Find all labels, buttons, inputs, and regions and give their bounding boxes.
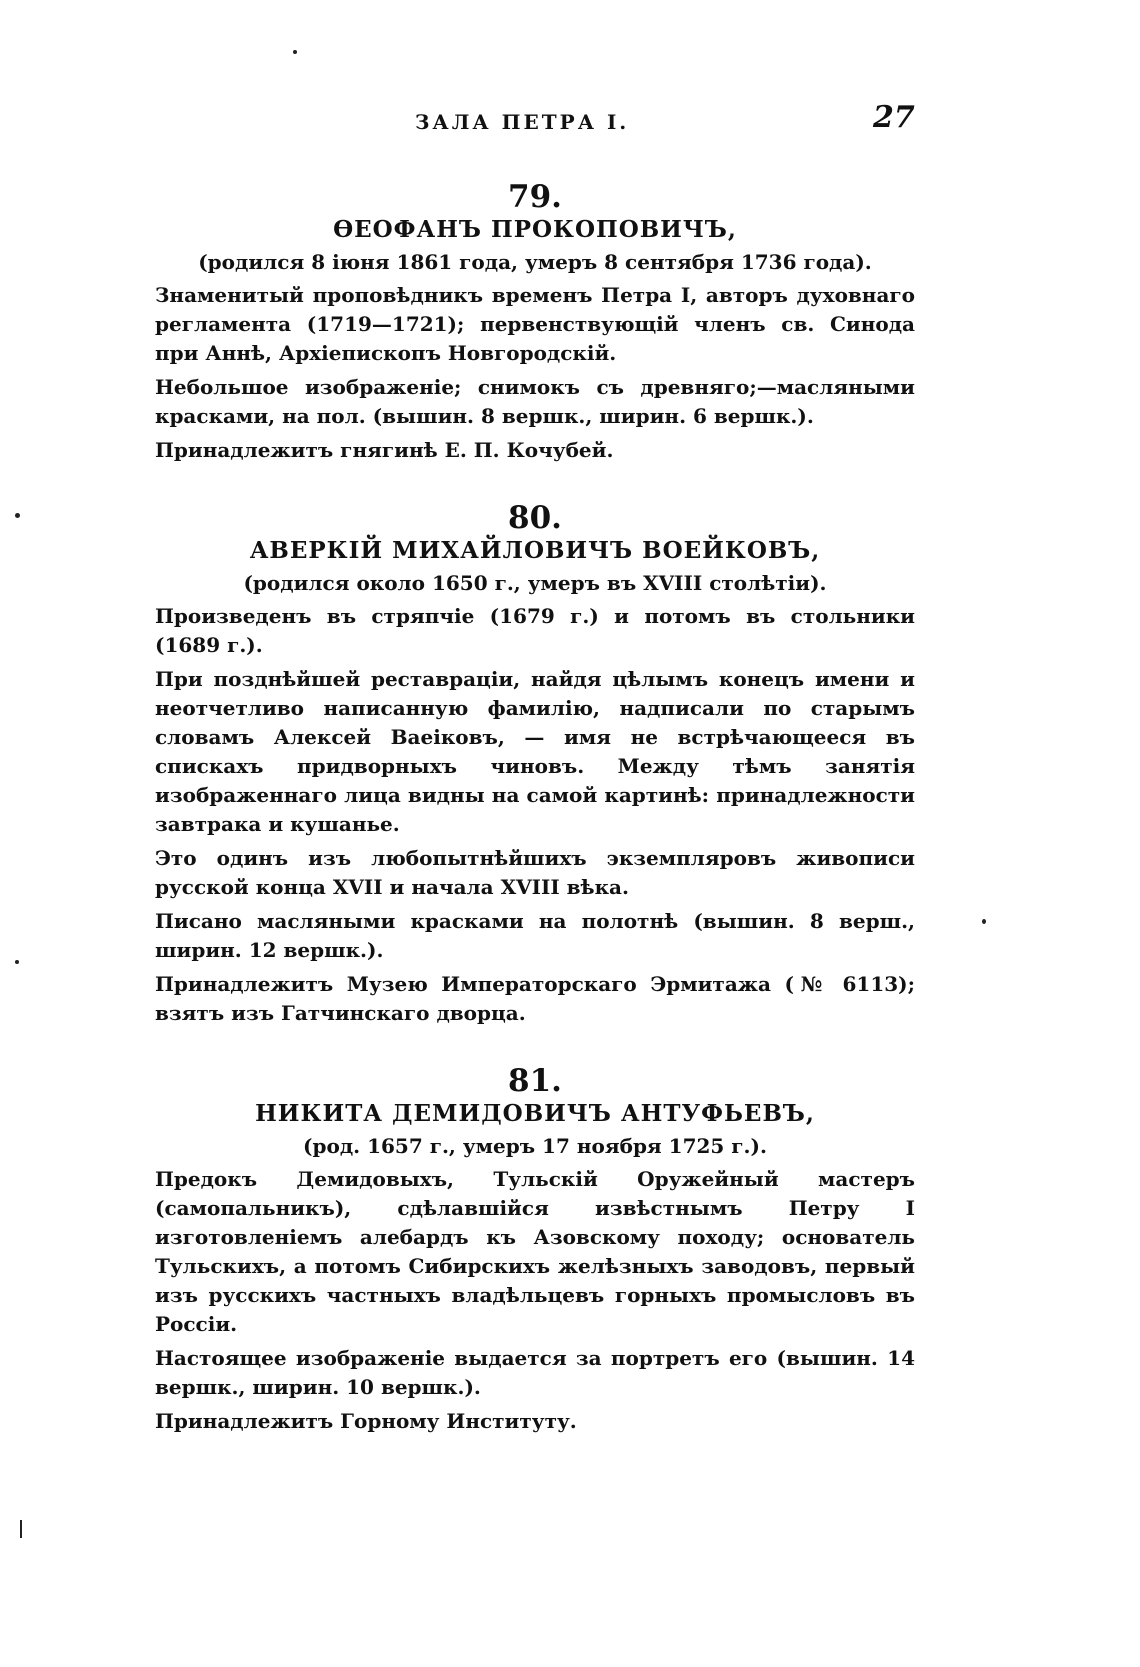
scan-speck <box>15 513 20 518</box>
entry-name: НИКИТА ДЕМИДОВИЧЪ АНТУФЬЕВЪ, <box>255 1100 815 1127</box>
running-title: ЗАЛА ПЕТРА I. <box>415 110 630 134</box>
entry-paragraph: Принадлежитъ Горному Институту. <box>155 1409 577 1433</box>
entry-number: 79. <box>508 179 562 215</box>
scan-speck <box>982 919 986 924</box>
entry-paragraph: Это одинъ изъ любопытнѣйшихъ экземпляровъ живописи русской конца XVII и начала XVIII вѣка. <box>155 846 915 899</box>
entry-name: АВЕРКІЙ МИХАЙЛОВИЧЪ ВОЕЙКОВЪ, <box>249 537 821 564</box>
entry-paragraph: Настоящее изображеніе выдается за портретъ его (вышин. 14 вершк., ширин. 10 вершк.). <box>155 1346 915 1399</box>
entry-paragraph: Произведенъ въ стряпчіе (1679 г.) и потомъ въ стольники (1689 г.). <box>155 604 915 657</box>
entry-paragraph: Знаменитый проповѣдникъ временъ Петра I, авторъ духовнаго регламента (1719—1721); первенствующій членъ св. Синода при Аннѣ, Архіепископъ Новгородскій. <box>155 283 915 365</box>
entry-paragraph: Принадлежитъ гнягинѣ Е. П. Кочубей. <box>155 438 614 462</box>
entry-paragraph: При позднѣйшей реставраціи, найдя цѣлымъ конецъ имени и неотчетливо написанную фамилію, надписали по старымъ словамъ Алексей Ваеіковъ, — имя не встрѣчающееся въ спискахъ придворныхъ чиновъ. Между тѣмъ занятія изображеннаго лица видны на самой картинѣ: принадлежности завтрака и кушанье. <box>155 667 915 836</box>
entry-paragraph: Предокъ Демидовыхъ, Тульскій Оружейный мастеръ (самопальникъ), сдѣлавшійся извѣстнымъ Петру I изготовленіемъ алебардъ къ Азовскому походу; основатель Тульскихъ, а потомъ Сибирскихъ желѣзныхъ заводовъ, первый изъ русскихъ частныхъ владѣльцевъ горныхъ промысловъ въ Россіи. <box>155 1167 915 1336</box>
entry-79 <box>155 180 915 465</box>
scan-speck <box>15 960 19 964</box>
entry-number: 80. <box>508 500 562 536</box>
entry-paragraph: Небольшое изображеніе; снимокъ съ древняго;—масляными красками, на пол. (вышин. 8 вершк., ширин. 6 вершк.). <box>155 375 915 428</box>
entry-paragraph: Принадлежитъ Музею Императорскаго Эрмитажа (№ 6113); взятъ изъ Гатчинскаго дворца. <box>155 972 915 1025</box>
entry-dates: (род. 1657 г., умеръ 17 ноября 1725 г.). <box>303 1134 767 1158</box>
scan-speck <box>293 50 297 54</box>
page-number: 27 <box>873 100 915 135</box>
page-content <box>155 180 915 1441</box>
entry-dates: (родился около 1650 г., умеръ въ XVIII столѣтіи). <box>243 571 827 595</box>
entry-paragraph: Писано масляными красками на полотнѣ (вышин. 8 верш., ширин. 12 вершк.). <box>155 909 915 962</box>
scan-speck <box>20 1520 22 1538</box>
entry-name: ӨЕОФАНЪ ПРОКОПОВИЧЪ, <box>333 216 737 243</box>
entry-81 <box>155 1064 915 1436</box>
entry-80 <box>155 501 915 1028</box>
entry-dates: (родился 8 іюня 1861 года, умеръ 8 сентября 1736 года). <box>198 250 872 274</box>
entry-number: 81. <box>508 1063 562 1099</box>
